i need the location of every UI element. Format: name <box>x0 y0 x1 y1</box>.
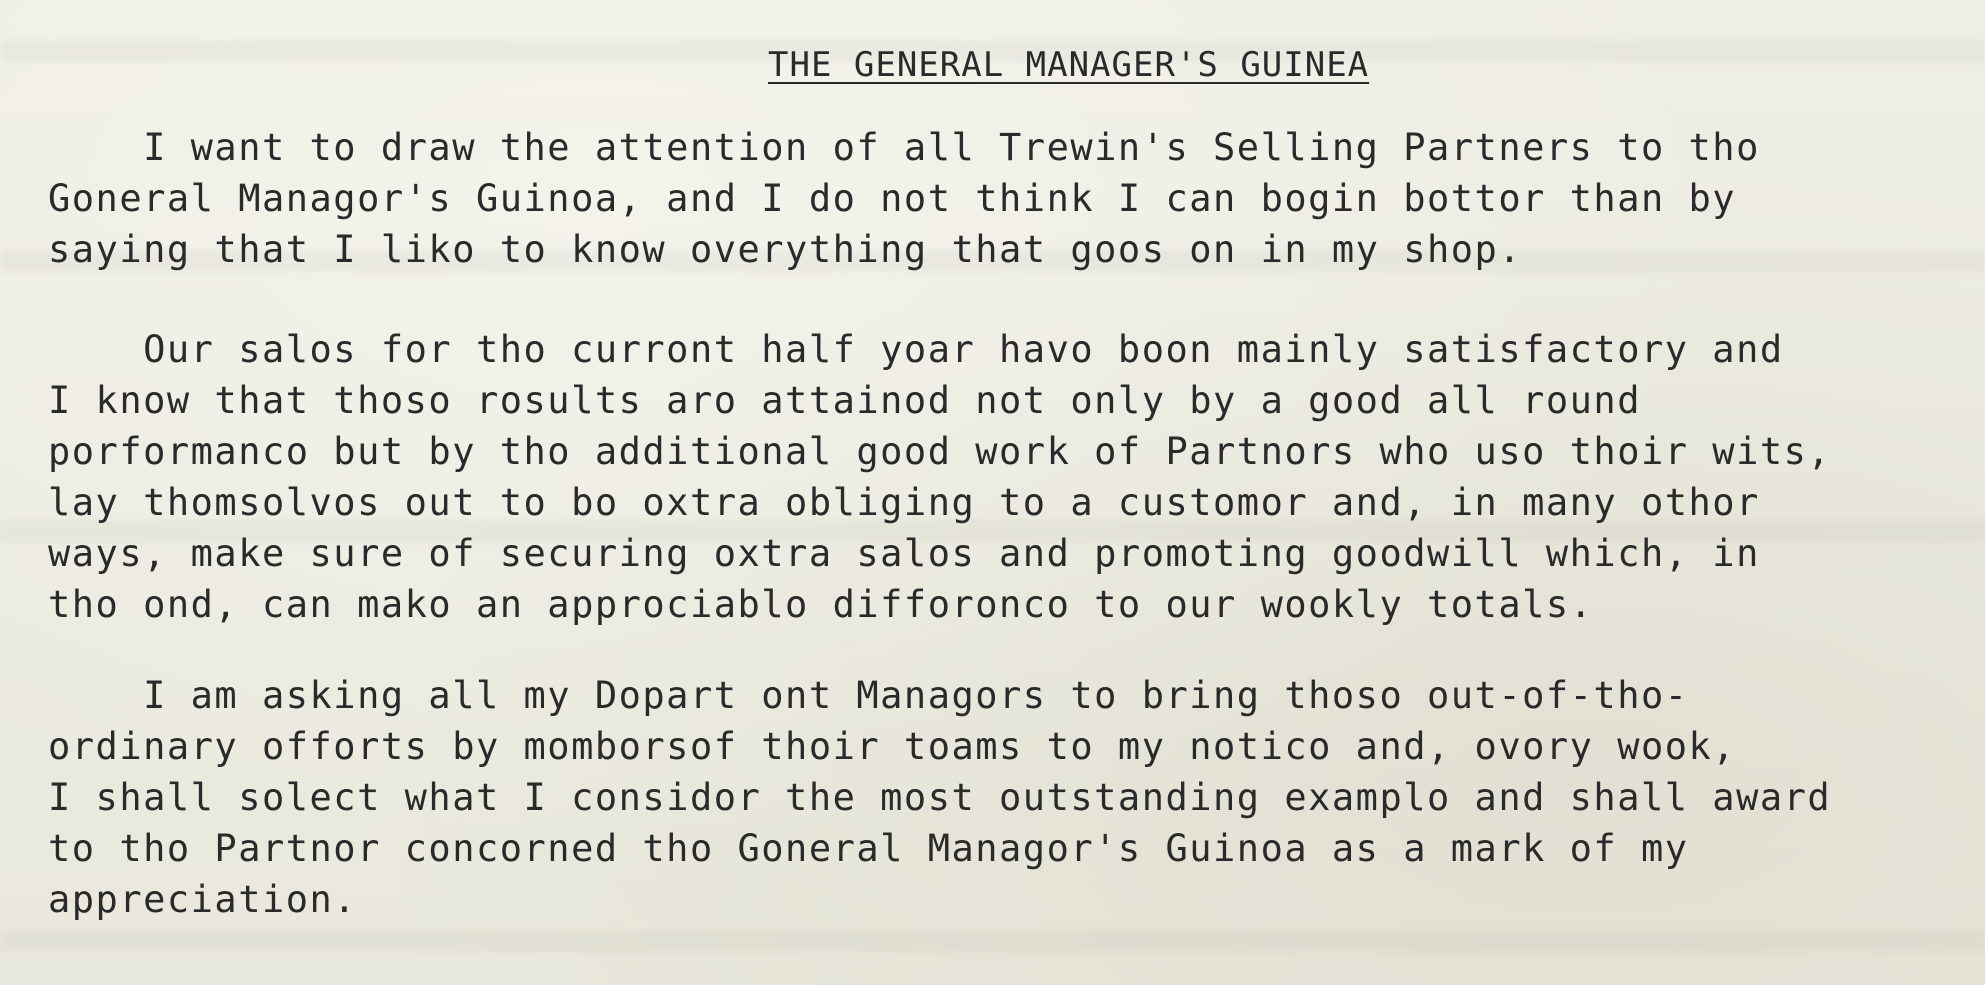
paragraph-1 <box>48 122 1938 275</box>
text-line: ordinary offorts by momborsof thoir toams to my notico and, ovory wook, <box>48 725 1737 768</box>
paragraph-3 <box>48 670 1938 925</box>
text-line: to tho Partnor concorned tho Goneral Managor's Guinoa as a mark of my <box>48 827 1689 870</box>
text-line: tho ond, can mako an approciablo difforonco to our wookly totals. <box>48 583 1594 626</box>
page-title: THE GENERAL MANAGER'S GUINEA <box>768 45 1370 85</box>
text-line: appreciation. <box>48 878 358 921</box>
text-line: ways, make sure of securing oxtra salos and promoting goodwill which, in <box>48 532 1760 575</box>
text-line: porformanco but by tho additional good work of Partnors who uso thoir wits, <box>48 430 1832 473</box>
text-line: I know that thoso rosults aro attainod not only by a good all round <box>48 379 1641 422</box>
bleed-through-line <box>0 930 1985 952</box>
text-line: Our salos for tho curront half yoar havo boon mainly satisfactory and <box>48 328 1784 371</box>
text-line: Goneral Managor's Guinoa, and I do not think I can bogin bottor than by <box>48 177 1737 220</box>
text-line: I shall solect what I considor the most outstanding examplo and shall award <box>48 776 1832 819</box>
text-line: saying that I liko to know overything that goos on in my shop. <box>48 228 1523 271</box>
text-line: I am asking all my Dopart ont Managors to bring thoso out-of-tho- <box>48 674 1689 717</box>
text-line: lay thomsolvos out to bo oxtra obliging to a customor and, in many othor <box>48 481 1760 524</box>
paragraph-2 <box>48 324 1938 630</box>
text-line: I want to draw the attention of all Trewin's Selling Partners to tho <box>48 126 1760 169</box>
